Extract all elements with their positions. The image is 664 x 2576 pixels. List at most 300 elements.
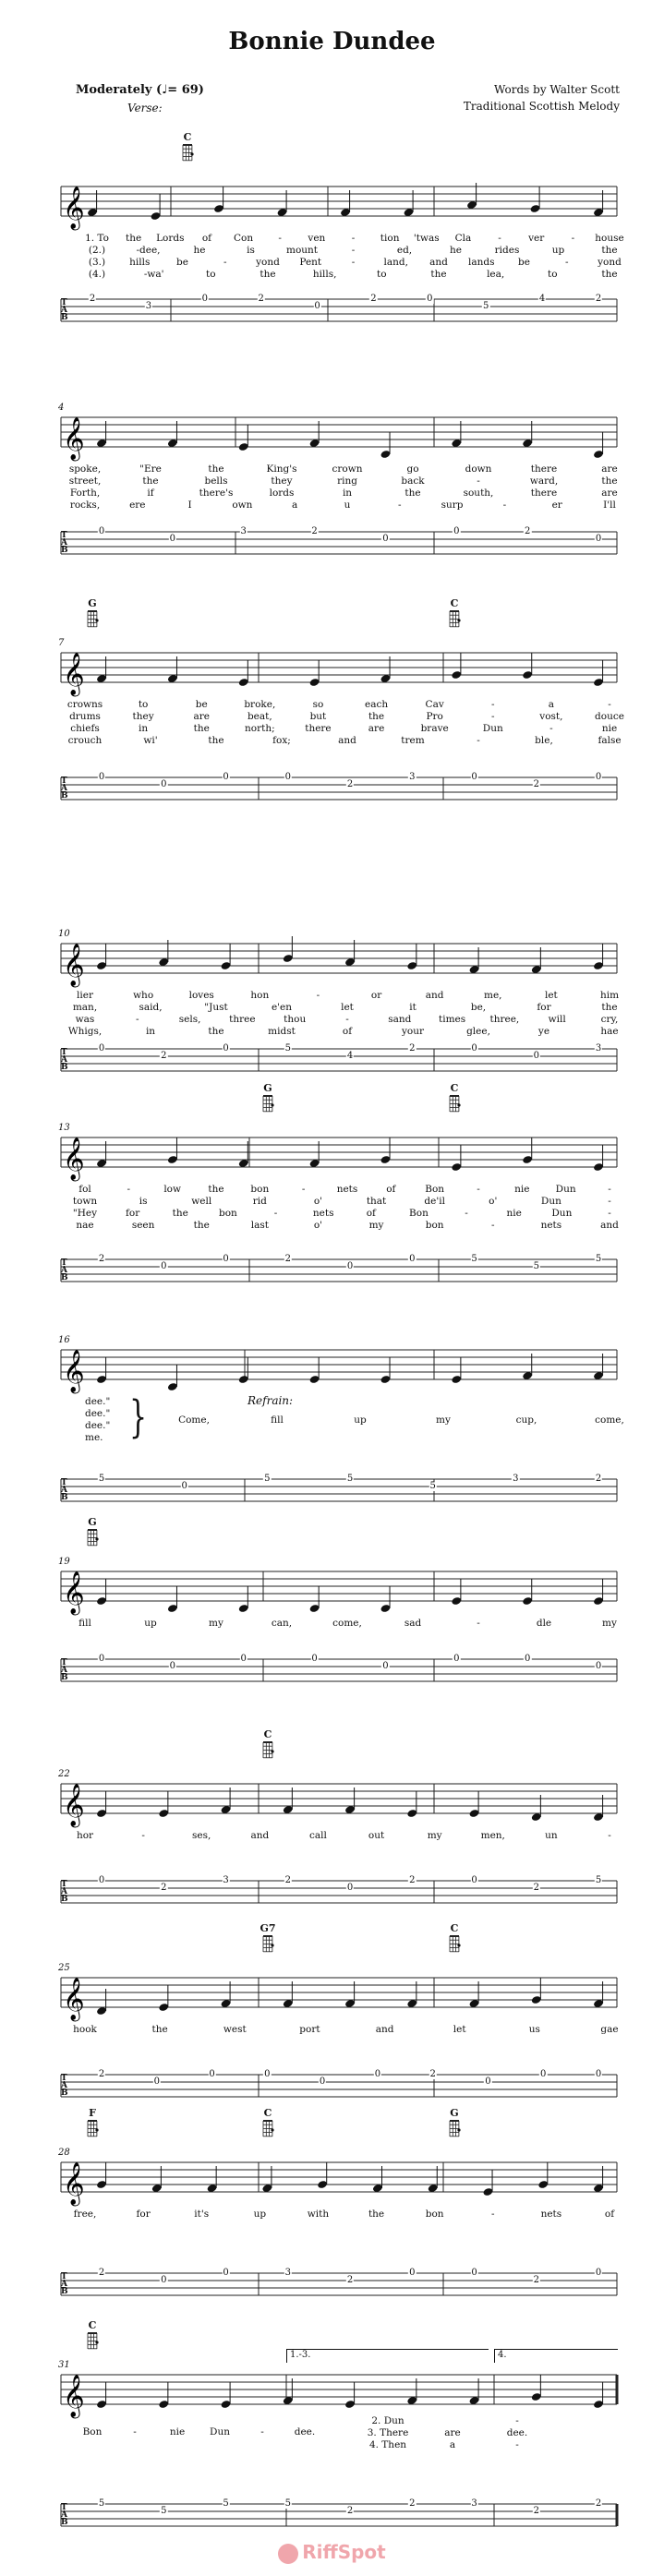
lyric-syllable: 1. To: [85, 233, 109, 244]
lyric-syllable: lords: [269, 488, 295, 499]
lyric-syllable: the: [430, 269, 447, 280]
lyric-syllable: man,: [72, 1002, 98, 1013]
lyric-syllable: us: [528, 2024, 540, 2035]
lyric-syllable: he: [193, 245, 206, 256]
tab-fret-number: 2: [370, 294, 377, 304]
lyric-syllable: I: [187, 500, 192, 511]
staff: [0, 651, 664, 697]
tab-fret-number: 3: [240, 526, 247, 536]
chord-symbol: [257, 2107, 279, 2141]
tab-fret-number: 3: [595, 1043, 602, 1053]
lyric-syllable: free,: [73, 2209, 97, 2220]
note: [283, 936, 294, 963]
staff: [0, 1570, 664, 1616]
tab-fret-number: 0: [346, 1883, 354, 1893]
lyric-syllable: hor: [76, 1830, 94, 1841]
tab-fret-number: 0: [314, 301, 320, 311]
measure-number: 31: [58, 2360, 70, 2370]
lyric-syllable: to: [548, 269, 558, 280]
lyric-syllable: there: [305, 723, 332, 734]
note: [167, 1138, 178, 1164]
tab-fret-number: 0: [98, 772, 105, 782]
treble-clef-icon: 𝄞: [63, 1571, 85, 1614]
lyric-syllable: surp: [441, 500, 464, 511]
note: [469, 1791, 480, 1818]
lyric-syllable: they: [271, 475, 293, 487]
note: [380, 1586, 391, 1613]
tab-clef-icon: T A B: [61, 776, 68, 800]
note: [96, 944, 107, 970]
lyric-syllable: Bon: [425, 1184, 445, 1195]
lyric-syllable: cry,: [600, 1014, 619, 1025]
tab-fret-number: 0: [409, 2268, 416, 2278]
lyric-syllable: -: [127, 1184, 131, 1195]
note: [451, 1579, 462, 1606]
lyric-syllable: Pent: [299, 257, 322, 268]
tab-fret-number: 2: [98, 2268, 105, 2278]
lyric-syllable: Dun: [210, 2426, 230, 2438]
lyric-syllable: -: [316, 990, 320, 1001]
lyric-syllable: -: [490, 1220, 495, 1231]
lyric-syllable: and: [338, 735, 356, 746]
lyric-syllable: a: [548, 699, 555, 710]
ukulele-chord-diagram-icon: [261, 2119, 274, 2137]
lyric-syllable: in: [145, 1026, 156, 1037]
lyric-syllable: the: [208, 463, 224, 475]
lyric-syllable: south,: [463, 488, 494, 499]
note: [593, 1145, 604, 1172]
lyric-syllable: hon: [250, 990, 270, 1001]
note: [537, 2162, 549, 2189]
tab-fret-number: 0: [98, 1654, 105, 1664]
lyric-syllable: three: [229, 1014, 256, 1025]
lyric-syllable: will: [548, 1014, 566, 1025]
lyric-syllable: out: [368, 1830, 385, 1841]
lyric-syllable: the: [193, 723, 210, 734]
tab-fret-number: 0: [240, 1654, 247, 1664]
chord-symbol: [81, 597, 103, 632]
ukulele-chord-diagram-icon: [448, 2119, 461, 2137]
lyric-syllable: nie: [601, 723, 618, 734]
note: [238, 425, 249, 451]
lyric-syllable: of: [366, 1208, 376, 1219]
staff: [0, 415, 664, 462]
note: [593, 1579, 604, 1606]
lyric-syllable: are: [601, 463, 618, 475]
lyric-syllable: low: [163, 1184, 181, 1195]
lyric-syllable: the: [404, 488, 421, 499]
tab-clef-icon: T A B: [61, 1478, 68, 1502]
lyric-brace: }: [129, 1391, 148, 1444]
lyric-syllable: let: [544, 990, 558, 1001]
lyric-syllable: ye: [537, 1026, 550, 1037]
tab-fret-number: 4: [346, 1051, 354, 1061]
lyric-syllable: land,: [383, 257, 408, 268]
lyric-syllable: -: [477, 1618, 480, 1629]
chord-name: C: [450, 597, 459, 609]
note: [380, 432, 391, 459]
lyric-syllable: Dun: [540, 1196, 561, 1207]
tab-clef-icon: T A B: [61, 2272, 68, 2296]
lyric-syllable: midst: [268, 1026, 296, 1037]
tab-clef-icon: T A B: [61, 298, 68, 322]
lyric-syllable: tion: [380, 233, 400, 244]
chord-symbol: [81, 2319, 103, 2353]
lyric-syllable: vost,: [539, 711, 563, 722]
note: [213, 187, 224, 213]
lyric-syllable: the: [151, 2024, 168, 2035]
lyric-syllable: last: [250, 1220, 269, 1231]
staff: [0, 2373, 664, 2419]
lyric-syllable: three,: [489, 1014, 520, 1025]
lyric-syllable: the: [601, 269, 618, 280]
ukulele-chord-diagram-icon: [261, 1934, 274, 1953]
lyric-syllable: my: [602, 1618, 617, 1629]
lyric-syllable: nae: [76, 1220, 94, 1231]
note: [221, 944, 232, 970]
chord-name: C: [263, 2107, 272, 2119]
note: [406, 944, 417, 970]
ending-bracket: 4.: [494, 2349, 618, 2363]
lyric-syllable: loves: [188, 990, 214, 1001]
lyric-syllable: e'en: [271, 1002, 293, 1013]
lyric-syllable: sad: [404, 1618, 422, 1629]
staff: [0, 1782, 664, 1828]
lyric-syllable: -: [608, 1830, 611, 1841]
note: [522, 1138, 533, 1164]
lyric-syllable: er: [551, 500, 562, 511]
lyric-syllable: crouch: [67, 735, 103, 746]
lyric-syllable: false: [598, 735, 622, 746]
measure-number: 4: [58, 403, 65, 413]
tab-fret-number: 5: [264, 1474, 271, 1484]
ukulele-chord-diagram-icon: [261, 1740, 274, 1759]
tab-fret-number: 0: [471, 2268, 477, 2278]
note: [317, 2162, 328, 2189]
lyric-syllable: I'll: [603, 500, 616, 511]
tab-fret-number: 2: [98, 2069, 105, 2079]
lyric-syllable: -: [477, 1184, 480, 1195]
note: [531, 2375, 542, 2401]
lyric-syllable: fill: [271, 1414, 284, 1426]
staff: [0, 1136, 664, 1182]
lyric-syllable: men,: [480, 1830, 505, 1841]
lyric-syllable: cup,: [515, 1414, 537, 1426]
lyric-syllable: -: [608, 1184, 611, 1195]
note: [158, 1985, 169, 2012]
measure-number: 16: [58, 1335, 70, 1345]
lyric-syllable: glee,: [466, 1026, 490, 1037]
lyric-syllable: spoke,: [68, 463, 102, 475]
note: [96, 2382, 107, 2409]
tab-fret-number: 3: [145, 301, 152, 311]
lyric-syllable: the: [368, 711, 385, 722]
lyric-syllable: the: [208, 735, 224, 746]
tab-fret-number: 2: [533, 2275, 539, 2285]
tab-fret-number: 0: [98, 1875, 105, 1885]
lyric-syllable: are: [601, 488, 618, 499]
note: [593, 660, 604, 687]
note: [593, 2382, 604, 2409]
tab-fret-number: 3: [409, 772, 416, 782]
note: [531, 1978, 542, 2004]
tab-fret-number: 0: [471, 1875, 477, 1885]
chord-name: C: [88, 2319, 97, 2331]
lyric-syllable: well: [191, 1196, 212, 1207]
lyric-syllable: King's: [266, 463, 297, 475]
lyric-syllable: -: [490, 711, 495, 722]
lyric-syllable: hills,: [312, 269, 337, 280]
note: [380, 1138, 391, 1164]
lyric-syllable: hook: [73, 2024, 97, 2035]
lyric-syllable: drums: [69, 711, 101, 722]
lyric-syllable: it's: [194, 2209, 210, 2220]
chord-name: G: [88, 1516, 97, 1528]
lyric-syllable: for: [136, 2209, 151, 2220]
tab-fret-number: 0: [319, 2076, 326, 2087]
tab-fret-number: 0: [382, 534, 389, 544]
lyric-syllable: bells: [204, 475, 228, 487]
lyric-syllable: of: [342, 1026, 353, 1037]
lyric-syllable: sels,: [178, 1014, 201, 1025]
lyric-syllable: -: [608, 699, 611, 710]
chord-symbol: [257, 1728, 279, 1763]
lyric-syllable: and: [425, 990, 444, 1001]
chord-symbol: [443, 1082, 465, 1116]
tab-fret-number: 5: [533, 1261, 539, 1271]
lyric-syllable: douce: [595, 711, 624, 722]
lyric-syllable: rides: [494, 245, 520, 256]
measure-number: 28: [58, 2148, 70, 2158]
tab-fret-number: 0: [540, 2069, 547, 2079]
lyric-syllable: bon: [250, 1184, 270, 1195]
lyric-syllable: me.: [85, 1432, 103, 1443]
tab-fret-number: 2: [524, 526, 531, 536]
tab-fret-number: 5: [595, 1254, 602, 1264]
lyric-syllable: fol: [78, 1184, 91, 1195]
staff: [0, 1348, 664, 1394]
tab-clef-icon: T A B: [61, 1880, 68, 1904]
lyric-syllable: -: [608, 1196, 611, 1207]
lyric-syllable: north;: [245, 723, 275, 734]
lyric-syllable: u: [344, 500, 351, 511]
tab-fret-number: 0: [471, 1043, 477, 1053]
lyric-syllable: of: [386, 1184, 396, 1195]
lyric-syllable: dee.": [85, 1408, 111, 1419]
tab-fret-number: 0: [98, 526, 105, 536]
tab-fret-number: 0: [223, 2268, 229, 2278]
lyric-syllable: Whigs,: [67, 1026, 103, 1037]
tab-fret-number: 5: [483, 301, 489, 311]
tab-fret-number: 0: [209, 2069, 215, 2079]
tab-fret-number: 3: [471, 2498, 477, 2509]
tab-fret-number: 2: [595, 2498, 602, 2509]
lyric-syllable: beat,: [247, 711, 272, 722]
tab-fret-number: 0: [223, 1043, 229, 1053]
lyric-syllable: own: [232, 500, 253, 511]
lyric-syllable: or: [370, 990, 382, 1001]
tab-fret-number: 2: [409, 1875, 416, 1885]
tab-fret-number: 0: [485, 2076, 491, 2087]
treble-clef-icon: 𝄞: [63, 1138, 85, 1180]
lyric-syllable: dee.: [506, 2427, 528, 2438]
note: [451, 1145, 462, 1172]
note: [522, 1579, 533, 1606]
lyric-syllable: -: [515, 2415, 519, 2426]
lyric-syllable: 3. There: [367, 2427, 409, 2438]
tab-fret-number: 2: [346, 779, 354, 789]
ukulele-chord-diagram-icon: [448, 1094, 461, 1113]
lyric-syllable: let: [341, 1002, 354, 1013]
tab-fret-number: 3: [284, 2268, 291, 2278]
note: [238, 1357, 249, 1384]
lyric-syllable: is: [247, 245, 255, 256]
ukulele-chord-diagram-icon: [86, 609, 99, 628]
lyric-syllable: town: [72, 1196, 98, 1207]
lyric-syllable: o': [313, 1220, 323, 1231]
lyric-syllable: dee.": [85, 1420, 111, 1431]
lyric-syllable: to: [206, 269, 216, 280]
tab-fret-number: 0: [161, 1261, 167, 1271]
lyric-syllable: bon: [425, 2209, 444, 2220]
lyric-syllable: hae: [600, 1026, 619, 1037]
tab-fret-number: 3: [223, 1875, 229, 1885]
tab-fret-number: 5: [284, 2498, 291, 2509]
tab-fret-number: 2: [409, 1043, 416, 1053]
tab-clef-icon: T A B: [61, 2074, 68, 2098]
tab-fret-number: 5: [223, 2498, 229, 2509]
lyric-syllable: -: [515, 2439, 519, 2450]
lyric-syllable: "Hey: [72, 1208, 98, 1219]
lyric-syllable: my: [368, 1220, 384, 1231]
measure-number: 22: [58, 1769, 70, 1779]
lyric-syllable: -: [260, 2426, 264, 2438]
lyric-syllable: but: [309, 711, 327, 722]
lyric-syllable: ring: [337, 475, 357, 487]
lyric-syllable: are: [193, 711, 210, 722]
treble-clef-icon: 𝄞: [63, 417, 85, 460]
riffspot-logo-icon: [278, 2544, 298, 2564]
note: [151, 194, 162, 221]
lyric-syllable: Cla: [454, 233, 472, 244]
lyric-syllable: the: [193, 1220, 210, 1231]
lyric-syllable: are: [368, 723, 385, 734]
tab-fret-number: 2: [258, 294, 264, 304]
measure-number: 25: [58, 1963, 70, 1973]
note: [158, 2382, 169, 2409]
lyric-syllable: the: [601, 1002, 618, 1013]
chord-name: G7: [260, 1922, 276, 1934]
lyric-syllable: de'il: [424, 1196, 445, 1207]
note: [158, 1791, 169, 1818]
tab-fret-number: 0: [374, 2069, 381, 2079]
lyric-syllable: ses,: [192, 1830, 211, 1841]
note: [96, 2162, 107, 2189]
lyric-syllable: -: [223, 257, 227, 268]
ukulele-chord-diagram-icon: [86, 1528, 99, 1547]
lyric-syllable: -: [571, 233, 575, 244]
note: [451, 653, 462, 680]
lyric-syllable: "Ere: [139, 463, 162, 475]
lyric-syllable: the: [208, 1184, 224, 1195]
tab-fret-number: 2: [346, 2506, 354, 2516]
lyric-syllable: dee.": [85, 1396, 111, 1407]
note: [96, 1791, 107, 1818]
chord-name: G: [88, 597, 97, 609]
tab-fret-number: 0: [453, 1654, 460, 1664]
ukulele-chord-diagram-icon: [181, 143, 194, 162]
lyric-syllable: -: [502, 500, 507, 511]
lyric-syllable: -: [490, 699, 495, 710]
staff: [0, 1976, 664, 2022]
lyric-syllable: o': [489, 1196, 498, 1207]
lyric-syllable: Con: [234, 233, 254, 244]
lyric-syllable: if: [147, 488, 154, 499]
melody-credit: Traditional Scottish Melody: [463, 100, 620, 113]
tab-fret-number: 0: [311, 1654, 318, 1664]
lyric-syllable: the: [126, 233, 142, 244]
lyric-syllable: let: [453, 2024, 466, 2035]
tab-fret-number: 0: [409, 1254, 416, 1264]
tempo-label: Moderately: [76, 83, 152, 97]
lyric-syllable: my: [436, 1414, 451, 1426]
tab-fret-number: 3: [513, 1474, 519, 1484]
lyric-syllable: in: [139, 723, 149, 734]
lyric-syllable: the: [260, 269, 276, 280]
tab-fret-number: 5: [429, 1481, 436, 1491]
note: [593, 432, 604, 459]
lyric-syllable: -: [564, 257, 569, 268]
lyric-syllable: yond: [598, 257, 622, 268]
lyric-syllable: each: [364, 699, 389, 710]
note: [96, 1579, 107, 1606]
lyric-syllable: the: [368, 2209, 385, 2220]
lyric-syllable: Bon: [409, 1208, 429, 1219]
staff: [0, 942, 664, 988]
lyric-syllable: there: [530, 488, 558, 499]
lyric-syllable: west: [223, 2024, 247, 2035]
lyric-syllable: (4.): [88, 269, 106, 280]
lyric-syllable: street,: [68, 475, 102, 487]
tab-fret-number: 2: [311, 526, 318, 536]
lyric-syllable: the: [142, 475, 159, 487]
tab-clef-icon: T A B: [61, 531, 68, 555]
chord-name: G: [263, 1082, 272, 1094]
lyric-syllable: 2. Dun: [371, 2415, 404, 2426]
tab-fret-number: 0: [161, 779, 167, 789]
lyric-syllable: rid: [252, 1196, 267, 1207]
section-verse: Verse:: [127, 102, 163, 114]
tab-fret-number: 0: [346, 1261, 354, 1271]
lyric-syllable: he: [450, 245, 462, 256]
lyric-syllable: wi': [143, 735, 158, 746]
tab-fret-number: 0: [181, 1481, 187, 1491]
note: [309, 1586, 320, 1613]
lyric-syllable: who: [133, 990, 154, 1001]
lyric-syllable: a: [292, 500, 298, 511]
tab-clef-icon: T A B: [61, 2503, 68, 2527]
measure-number: 19: [58, 1557, 70, 1567]
lyric-syllable: to: [138, 699, 149, 710]
lyric-syllable: fox;: [272, 735, 291, 746]
tab-fret-number: 2: [595, 1474, 602, 1484]
chord-symbol: [443, 597, 465, 632]
section-refrain: Refrain:: [247, 1394, 294, 1407]
lyric-syllable: the: [208, 1026, 224, 1037]
lyric-syllable: -: [490, 2209, 495, 2220]
lyric-syllable: rocks,: [69, 500, 101, 511]
lyric-syllable: -: [608, 1208, 611, 1219]
